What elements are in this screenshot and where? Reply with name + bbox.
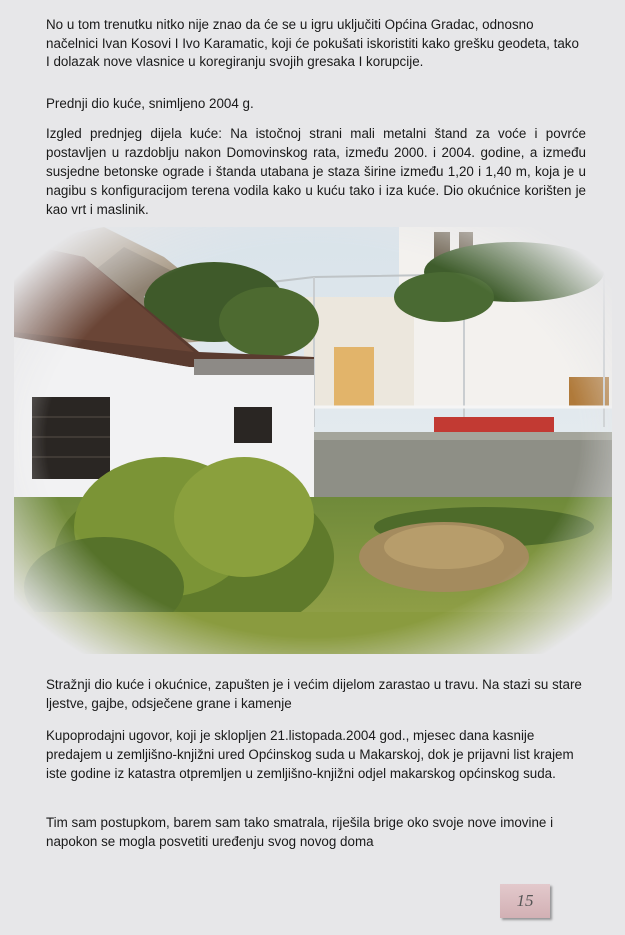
- paragraph-intro: No u tom trenutku nitko nije znao da će se u igru uključiti Općina Gradac, odnosno načelnici Ivan Kosovi I Ivo Karamatic, koji će pokušati iskoristiti kako grešku geodeta, tako I dolazak nove vlasnice u koregiranju svojih gresaka I korupcije.: [46, 17, 579, 69]
- paragraph-front-description: Izgled prednjeg dijela kuće: Na istočnoj strani mali metalni štand za voće i povrće postavljen u razdoblju nakon Domovinskog rata, između 2000. i 2004. godine, a između susjedne betonske ograde i štanda utabana je staza širine između 1,20 i 1,40 m, koja je u nagibu s konfiguracijom terena vodila kako u kuću tako i iza kuće. Dio okućnice korišten je kao vrt i maslinik.: [46, 126, 586, 217]
- paragraph-sale-contract: Kupoprodajni ugovor, koji je sklopljen 21.listopada.2004 god., mjesec dana kasnije predajem u zemljišno-knjižni ured Općinskog suda u Makarskoj, dok je prijavni list krajem iste godine iz katastra otpremljen u zemljišno-knjižni odjel makarskog općinskog suda.: [46, 728, 574, 781]
- photo-caption-back: Stražnji dio kuće i okućnice, zapušten je i većim dijelom zarastao u travu. Na stazi su stare ljestve, gajbe, odsječene grane i kamenje: [46, 677, 582, 711]
- house-photo: [14, 227, 612, 654]
- page-number-box: [500, 884, 550, 918]
- page-number: 15: [516, 891, 534, 910]
- photo-caption-front: Prednji dio kuće, snimljeno 2004 g.: [46, 96, 254, 111]
- paragraph-closing: Tim sam postupkom, barem sam tako smatrala, riješila brige oko svoje nove imovine i napokon se mogla posvetiti uređenju svog novog doma: [46, 815, 554, 849]
